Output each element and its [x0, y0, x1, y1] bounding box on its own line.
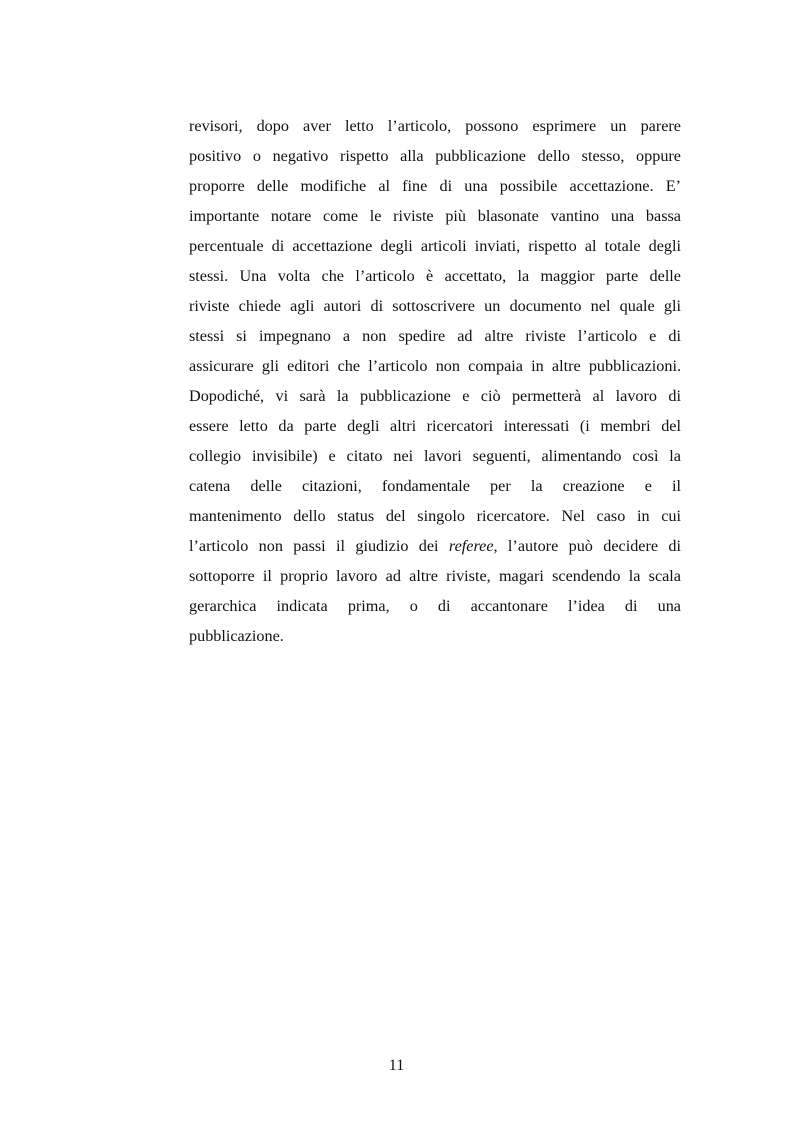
paragraph-line-with-italic — [189, 531, 681, 561]
line-text-after: , l’autore può decidere di — [493, 537, 681, 555]
paragraph-line: revisori, dopo aver letto l’articolo, possono esprimere un parere — [189, 117, 681, 135]
paragraph-line: stessi. Una volta che l’articolo è accettato, la maggior parte delle — [189, 267, 681, 285]
paragraph-line: sottoporre il proprio lavoro ad altre riviste, magari scendendo la scala — [189, 567, 681, 585]
paragraph-line: percentuale di accettazione degli articoli inviati, rispetto al totale degli — [189, 237, 681, 255]
paragraph-line: stessi si impegnano a non spedire ad altre riviste l’articolo e di — [189, 327, 681, 345]
line-text-before: l’articolo non passi il giudizio dei — [189, 537, 449, 555]
paragraph-line: importante notare come le riviste più blasonate vantino una bassa — [189, 207, 681, 225]
paragraph-line: pubblicazione. — [189, 627, 284, 645]
paragraph-line: gerarchica indicata prima, o di accantonare l’idea di una — [189, 597, 681, 615]
page-number: 11 — [388, 1057, 405, 1074]
paragraph-line: assicurare gli editori che l’articolo non compaia in altre pubblicazioni. — [189, 357, 681, 375]
paragraph-line: Dopodiché, vi sarà la pubblicazione e ciò permetterà al lavoro di — [189, 387, 681, 405]
paragraph-line: essere letto da parte degli altri ricercatori interessati (i membri del — [189, 417, 681, 435]
paragraph-line: collegio invisibile) e citato nei lavori seguenti, alimentando così la — [189, 447, 681, 465]
paragraph-line: proporre delle modifiche al fine di una possibile accettazione. E’ — [189, 177, 681, 195]
body-paragraph — [189, 111, 681, 651]
paragraph-line: mantenimento dello status del singolo ricercatore. Nel caso in cui — [189, 507, 681, 525]
paragraph-line: riviste chiede agli autori di sottoscrivere un documento nel quale gli — [189, 297, 681, 315]
italic-term-referee: referee — [448, 537, 494, 555]
paragraph-line: catena delle citazioni, fondamentale per la creazione e il — [189, 477, 681, 495]
paragraph-line: positivo o negativo rispetto alla pubblicazione dello stesso, oppure — [189, 147, 681, 165]
